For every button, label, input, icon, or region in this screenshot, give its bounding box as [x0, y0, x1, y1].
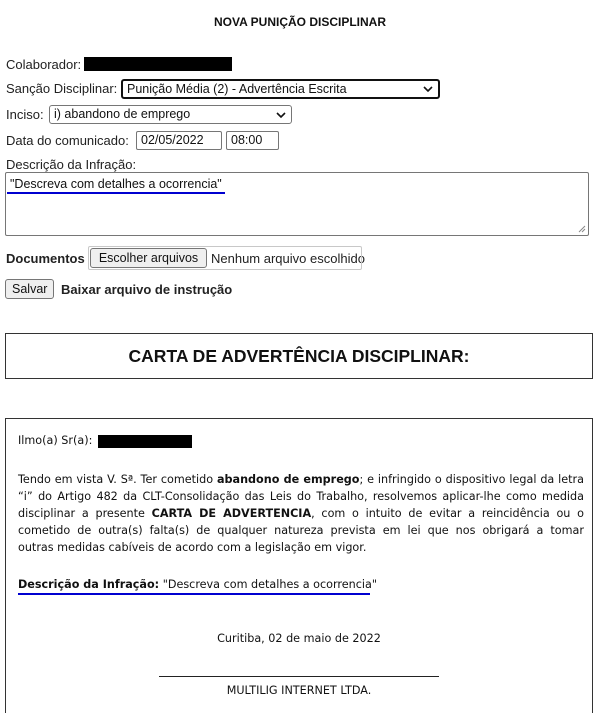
spellcheck-underline	[18, 593, 370, 595]
hora-comunicado-input[interactable]: 08:00	[226, 131, 279, 150]
data-comunicado-input[interactable]: 02/05/2022	[136, 131, 222, 150]
page-title: NOVA PUNIÇÃO DISCIPLINAR	[213, 15, 386, 29]
letter-bold-infraction: abandono de emprego	[216, 473, 360, 486]
signature-line	[159, 676, 439, 677]
letter-descricao	[18, 576, 377, 593]
chevron-down-icon	[275, 109, 287, 121]
resize-handle-icon[interactable]	[578, 225, 586, 233]
sancao-select-value: Punição Média (2) - Advertência Escrita	[127, 81, 347, 96]
letter-line-1b: ; e infringido o dispositivo legal da letra	[359, 473, 584, 486]
data-comunicado-label: Data do comunicado:	[6, 133, 129, 148]
descricao-textarea[interactable]	[5, 172, 589, 236]
sancao-label: Sanção Disciplinar:	[6, 81, 118, 96]
salvar-button[interactable]: Salvar	[5, 279, 54, 299]
descricao-label: Descrição da Infração:	[6, 157, 137, 172]
place-date: Curitiba, 02 de maio de 2022	[217, 632, 381, 645]
spellcheck-underline	[7, 192, 225, 194]
colaborador-label: Colaborador:	[6, 57, 82, 72]
colaborador-redacted-value	[84, 57, 232, 71]
salutation-redacted-name	[98, 435, 192, 448]
letter-line-3b: , com o intuito de evitar a reincidência ou o	[311, 507, 584, 520]
letter-bold-carta: CARTA DE ADVERTENCIA	[151, 507, 312, 520]
carta-heading-box	[5, 333, 593, 379]
sancao-select[interactable]	[121, 79, 440, 99]
chevron-down-icon	[422, 83, 434, 95]
salutation-text: Ilmo(a) Sr(a):	[18, 434, 93, 447]
letter-descricao-value: "Descreva com detalhes a ocorrencia"	[162, 578, 377, 591]
choose-files-button[interactable]: Escolher arquivos	[90, 248, 207, 268]
carta-letter-box	[5, 418, 593, 713]
carta-heading: CARTA DE ADVERTÊNCIA DISCIPLINAR:	[128, 345, 470, 366]
no-file-chosen-text: Nenhum arquivo escolhido	[211, 251, 365, 266]
letter-line-4: cometido de outra(s) falta(s) de qualquer natureza prevista em lei que nos obrigará a tomar	[18, 524, 584, 537]
descricao-textarea-value: "Descreva com detalhes a ocorrencia"	[10, 177, 222, 191]
documentos-label: Documentos	[6, 251, 85, 266]
baixar-instrucao-link[interactable]: Baixar arquivo de instrução	[61, 282, 233, 297]
inciso-label: Inciso:	[6, 107, 44, 122]
inciso-select-value: i) abandono de emprego	[54, 107, 191, 121]
letter-line-5: outras medidas cabíveis de acordo com a legislação em vigor.	[18, 541, 367, 554]
inciso-select[interactable]	[49, 105, 292, 124]
letter-line-1a: Tendo em vista V. Sª. Ter cometido	[18, 473, 214, 486]
letter-descricao-label: Descrição da Infração:	[18, 578, 160, 591]
company-name: MULTILIG INTERNET LTDA.	[226, 684, 372, 697]
letter-line-2: “i” do Artigo 482 da CLT-Consolidação das Leis do Trabalho, resolvemos aplicar-lhe como medida	[18, 490, 584, 503]
letter-body	[18, 471, 584, 556]
letter-line-3a: disciplinar a presente	[18, 507, 145, 520]
file-input-frame[interactable]	[88, 246, 362, 270]
